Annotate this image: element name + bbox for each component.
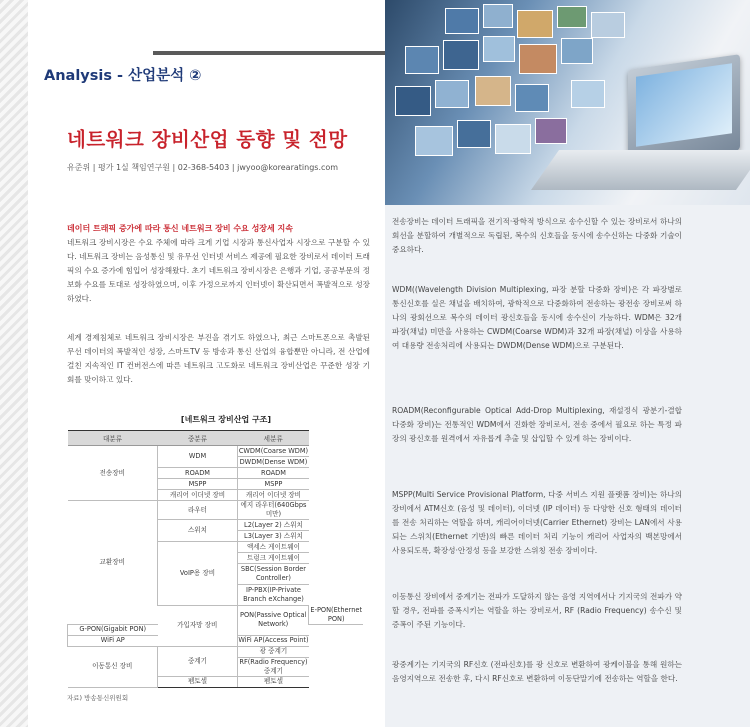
table-cell-mid: 캐리어 이더넷 장비 <box>158 490 238 501</box>
table-cell-sub: E-PON(Ethernet PON) <box>310 605 363 623</box>
table-cell-sub: IP-PBX(IP-Private Branch eXchange) <box>238 585 309 606</box>
left-paragraph-2: 세계 경제침체로 네트워크 장비시장은 부진을 겪기도 하였으나, 최근 스마트폰으로 촉발된 무선 데이터의 폭발적인 성장, 스마트TV 등 방송과 통신 산업의 융합뿐만 아니라, 전 산업에 걸친 지속적인 IT 컨버전스에 따른 네트워크 고도화로 네트워크 장비산업은 꾸준한 성장 기회를 맞이하고 있다. <box>67 333 370 384</box>
table-cell-sub: 트렁크 게이트웨이 <box>238 553 309 564</box>
table-cell-mid: 펨토셀 <box>158 676 238 687</box>
table-cell-sub: 펨토셀 <box>238 676 309 687</box>
table-cell-mid: WiFi AP <box>68 635 158 646</box>
header-rule <box>153 51 385 55</box>
right-paragraph-4: MSPP(Multi Service Provisional Platform, 다중 서비스 지원 플랫폼 장비)는 하나의 장비에서 ATM신호 (음성 및 데이터), 이더넷 (IP 데이터) 등 다양한 신호 형태의 데이터를 전송 처리하는 역할을 하며, 캐리어이더넷(Carrier Ethernet) 장비는 LAN에서 사용되는 스위치(Ethernet 기반)의 빠른 데이터 처리 기능이 캐리어 사업자의 백본망에서 사용되도록, 확장성·안정성 등을 보강한 스위칭 전송 장비이다. <box>392 490 682 555</box>
table-cell-sub: 캐리어 이더넷 장비 <box>238 490 309 501</box>
decorative-stripe <box>0 0 28 727</box>
table-header: 중분류 <box>158 431 238 446</box>
table-cell-sub: WiFi AP(Access Point) <box>238 636 309 644</box>
table-source: 자료) 방송통신위원회 <box>67 694 129 702</box>
table-title: [네트워크 장비산업 구조] <box>180 415 272 424</box>
table-header: 세분류 <box>238 431 309 446</box>
table-cell-major: 가입자망 장비 <box>158 606 238 647</box>
table-cell-sub: CWDM(Coarse WDM) <box>238 446 309 455</box>
table-cell-major: 교환장비 <box>68 501 158 625</box>
right-paragraph-5: 이동통신 장비에서 중계기는 전파가 도달하지 않는 음영 지역에서나 기지국의 전파가 약할 경우, 전파를 증폭시키는 역할을 하는 장비로서, RF (Radio Frequency) 송수신 및 증폭이 주된 기능이다. <box>392 592 682 629</box>
table-cell-mid: PON(Passive Optical Network) <box>238 606 309 636</box>
table-cell-mid: WDM <box>158 446 238 468</box>
keyboard-illustration <box>531 150 750 190</box>
table-cell-sub: MSPP <box>238 479 309 490</box>
table-cell-sub: SBC(Session Border Controller) <box>238 564 309 585</box>
table-cell-mid: 라우터 <box>158 501 238 520</box>
industry-structure-table <box>67 430 363 688</box>
author-byline: 유준위 | 평가 1실 책임연구원 | 02-368-5403 | jwyoo@korearatings.com <box>67 163 339 172</box>
table-header: 대분류 <box>68 431 158 446</box>
table-cell-mid: ROADM <box>158 468 238 479</box>
right-paragraph-3: ROADM(Reconfigurable Optical Add-Drop Multiplexing, 재설정식 광분기-결합 다중화 장비)는 전통적인 WDM에서 진화한 장비로서, 전송 중에서 필요로 하는 특정 파장의 광신호를 원격에서 자유롭게 추출 및 삽입할 수 있게 하는 장비이다. <box>392 406 682 443</box>
table-cell-sub: 광 중계기 <box>238 646 309 657</box>
table-cell-major: 전송장비 <box>68 446 158 501</box>
table-cell-mid: VoIP용 장비 <box>158 542 238 606</box>
table-cell-sub: RF(Radio Frequency) 중계기 <box>239 657 308 675</box>
table-cell-sub: L2(Layer 2) 스위치 <box>238 520 309 531</box>
page-title: 네트워크 장비산업 동향 및 전망 <box>67 128 348 151</box>
table-cell-sub: DWDM(Dense WDM) <box>238 457 309 468</box>
section-label: Analysis - 산업분석 ② <box>44 68 202 84</box>
table-cell-mid: 스위치 <box>158 520 238 542</box>
right-paragraph-1: 전송장비는 데이터 트래픽을 전기적·광학적 방식으로 송수신할 수 있는 장비로서 하나의 회선을 분할하여 개별적으로 독립된, 복수의 신호들을 동시에 송수신하는 다중화 기술이 중요하다. <box>392 217 682 254</box>
lead-heading: 데이터 트래픽 증가에 따라 통신 네트워크 장비 수요 성장세 지속 <box>67 224 293 233</box>
table-cell-sub: 에지 라우터(640Gbps 미만) <box>238 501 309 520</box>
table-cell-sub: ROADM <box>238 468 309 479</box>
table-cell-sub: G-PON(Gigabit PON) <box>68 624 158 635</box>
table-cell-sub: 액세스 게이트웨이 <box>238 542 309 553</box>
right-paragraph-2: WDM((Wavelength Division Multiplexing, 파장 분할 다중화 장비)은 각 파장별로 통신신호를 실은 채널을 배치하여, 광학적으로 다중화하여 전송하는 광전송 장비로써 하나의 광회선으로 복수의 데이터 광신호들을 동시에 송수신이 가능하다. WDM은 32개 파장(채널) 미만을 사용하는 CWDM(Coarse WDM)과 32개 파장(채널) 이상을 사용하여 대용량 전송처리에 사용되는 DWDM(Dense WDM)으로 구분된다. <box>392 285 682 350</box>
table-cell-sub: L3(Layer 3) 스위치 <box>238 531 309 542</box>
left-paragraph-1: 네트워크 장비시장은 수요 주체에 따라 크게 기업 시장과 통신사업자 시장으로 구분할 수 있다. 네트워크 장비는 음성통신 및 유무선 인터넷 서비스 제공에 필요한 장비로서 데이터 트래픽의 수요 증가에 힘입어 성장해왔다. 초기 네트워크 장비시장은 은행과 기업, 공공부문의 정보화 수요를 토대로 성장하였으며, 이후 가정으로까지 인터넷이 확산되면서 폭발적으로 성장하였다. <box>67 238 370 303</box>
right-paragraph-6: 광중계기는 기지국의 RF신호 (전파신호)를 광 신호로 변환하여 광케이블을 통해 원하는 음영지역으로 전송한 후, 다시 RF신호로 변환하여 이동단말기에 전송하는 역할을 한다. <box>392 660 682 683</box>
table-cell-mid: 중계기 <box>158 646 238 676</box>
table-cell-mid: MSPP <box>158 479 238 490</box>
table-cell-major: 이동통신 장비 <box>68 646 158 687</box>
